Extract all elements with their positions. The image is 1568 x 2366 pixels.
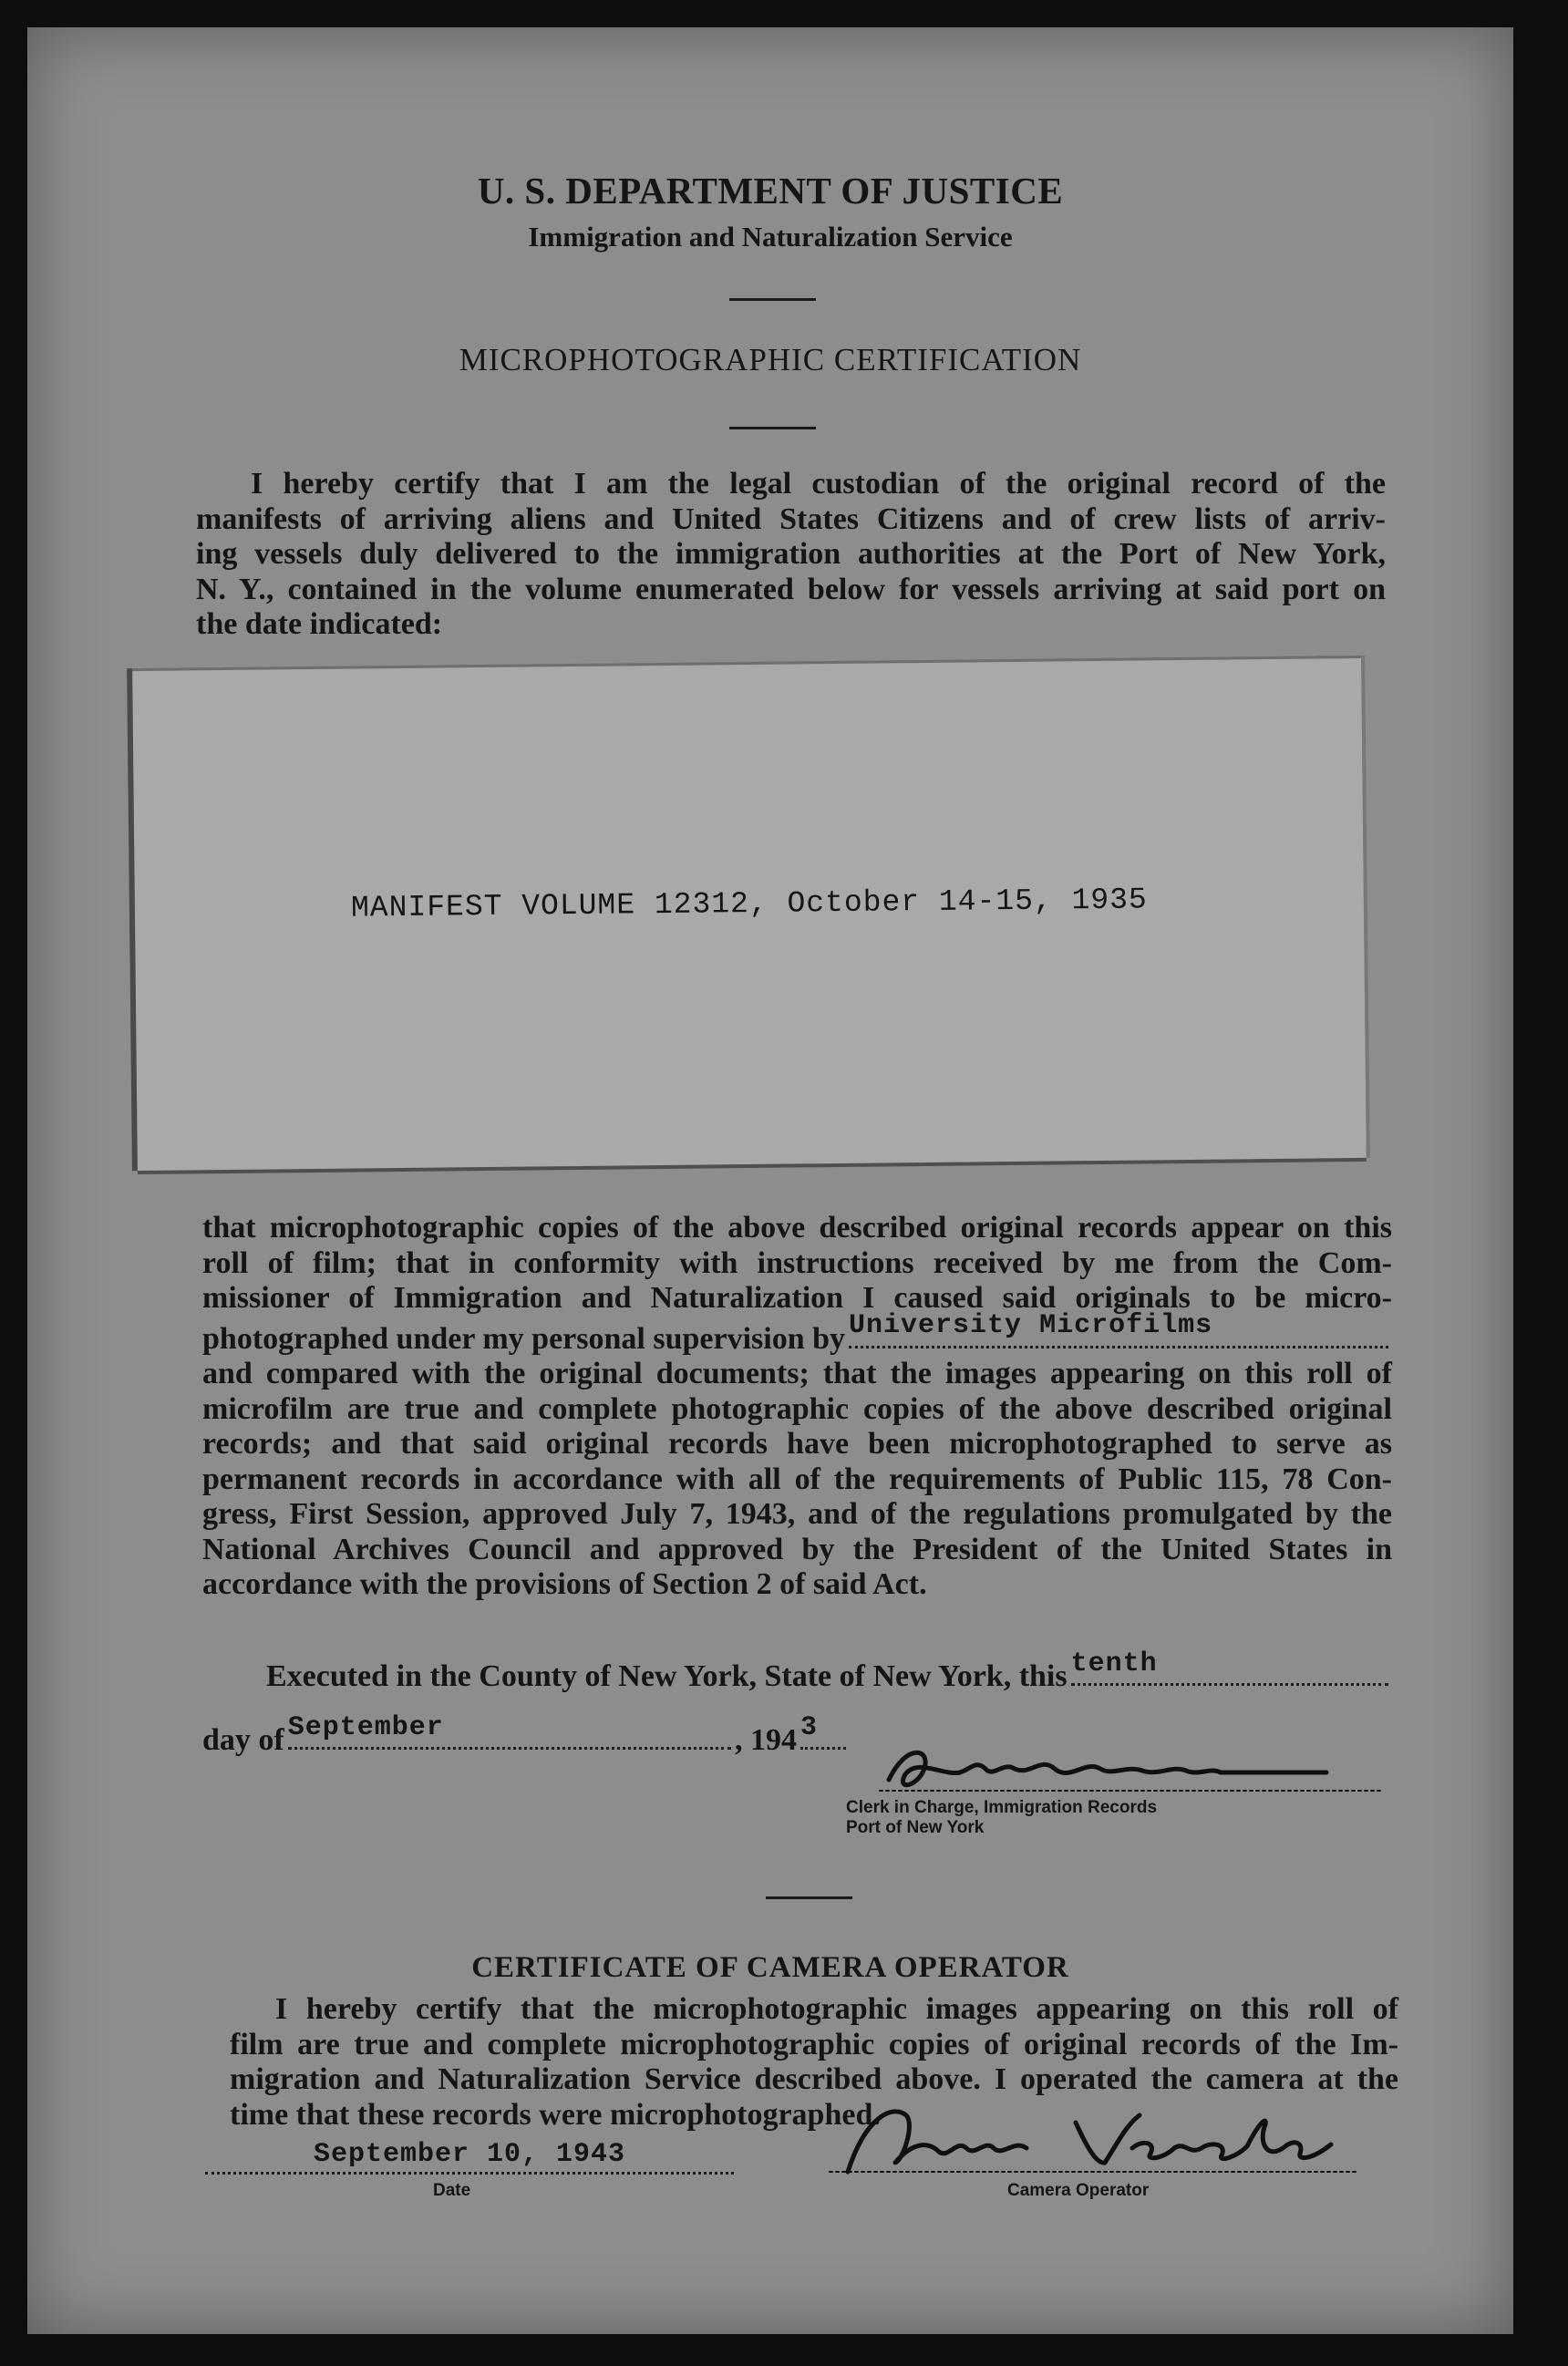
- execution-line: [266, 1648, 1392, 1695]
- date-value: September 10, 1943: [313, 2139, 626, 2170]
- divider-rule: [729, 427, 816, 429]
- paragraph-line: ing vessels duly delivered to the immigration authorities at the Port of New York,: [196, 537, 1386, 571]
- supervisor-prefix: photographed under my personal supervision by: [202, 1321, 846, 1356]
- paragraph-line: microfilm are true and complete photographic copies of the above described original: [202, 1391, 1392, 1426]
- year-field: [800, 1711, 846, 1750]
- clerk-title-line: Port of New York: [846, 1818, 985, 1837]
- month-field: [287, 1711, 731, 1750]
- paragraph-line: I hereby certify that the microphotographic images appearing on this roll of: [275, 1992, 1398, 2026]
- paragraph-line: that microphotographic copies of the above described original records appear on this: [202, 1211, 1392, 1245]
- date-dotted-line: [205, 2139, 734, 2175]
- execution-prefix: Executed in the County of New York, State of New York, this: [266, 1659, 1068, 1693]
- clerk-title: [846, 1798, 1157, 1838]
- paragraph-line: N. Y., contained in the volume enumerated below for vessels arriving at said port on: [196, 572, 1386, 606]
- paragraph-line: records; and that said original records have been microphotographed to serve as: [202, 1427, 1392, 1461]
- manifest-volume-text: MANIFEST VOLUME 12312, October 14-15, 1935: [350, 883, 1148, 925]
- paragraph-line: missioner of Immigration and Naturalization I caused said originals to be micro-: [202, 1281, 1392, 1315]
- year-value: 3: [800, 1711, 819, 1743]
- date-label: Date: [433, 2181, 471, 2200]
- camera-operator-signature: [811, 2088, 1377, 2188]
- date-line: [202, 1711, 850, 1759]
- paragraph-line: gress, First Session, approved July 7, 1943, and of the regulations promulgated by the: [202, 1497, 1392, 1531]
- supervisor-value: University Microfilms: [849, 1310, 1213, 1341]
- supervisor-line: [202, 1310, 1392, 1358]
- body-paragraph: [202, 1211, 1392, 1603]
- paragraph-line: roll of film; that in conformity with instructions received by me from the Com-: [202, 1245, 1392, 1280]
- paragraph-line: film are true and complete microphotographic copies of original records of the Im-: [230, 2027, 1398, 2061]
- supervisor-field: [849, 1310, 1388, 1348]
- day-of-label: day of: [202, 1723, 284, 1757]
- divider-rule: [729, 298, 816, 301]
- paragraph-line: accordance with the provisions of Section 2 of said Act.: [202, 1567, 927, 1601]
- clerk-title-line: Clerk in Charge, Immigration Records: [846, 1798, 1158, 1817]
- service-subheading: Immigration and Naturalization Service: [528, 221, 1013, 253]
- camera-certificate-title: CERTIFICATE OF CAMERA OPERATOR: [471, 1951, 1069, 1984]
- certification-title: MICROPHOTOGRAPHIC CERTIFICATION: [459, 342, 1082, 377]
- paragraph-line: I hereby certify that I am the legal custodian of the original record of the: [251, 467, 1386, 501]
- manifest-label-paper: [132, 656, 1367, 1171]
- year-prefix: , 194: [735, 1723, 797, 1757]
- paragraph-line: manifests of arriving aliens and United States Citizens and of crew lists of arriv-: [196, 501, 1386, 536]
- day-value: tenth: [1070, 1648, 1158, 1679]
- paragraph-line: National Archives Council and approved by the President of the United States in: [202, 1532, 1392, 1566]
- intro-paragraph: [196, 467, 1386, 643]
- day-field: [1070, 1648, 1388, 1686]
- department-heading: U. S. DEPARTMENT OF JUSTICE: [477, 170, 1064, 212]
- document-sheet: [27, 27, 1513, 2334]
- paragraph-line: migration and Naturalization Service described above. I operated the camera at the: [230, 2062, 1398, 2096]
- paragraph-line: time that these records were microphotographed.: [230, 2097, 881, 2132]
- paragraph-line: and compared with the original documents; that the images appearing on this roll of: [202, 1357, 1392, 1390]
- divider-rule: [766, 1896, 852, 1899]
- paragraph-line: permanent records in accordance with all of the requirements of Public 115, 78 Con-: [202, 1462, 1392, 1496]
- month-value: September: [287, 1711, 444, 1743]
- camera-operator-label: Camera Operator: [1007, 2181, 1150, 2200]
- paragraph-line: the date indicated:: [196, 607, 443, 641]
